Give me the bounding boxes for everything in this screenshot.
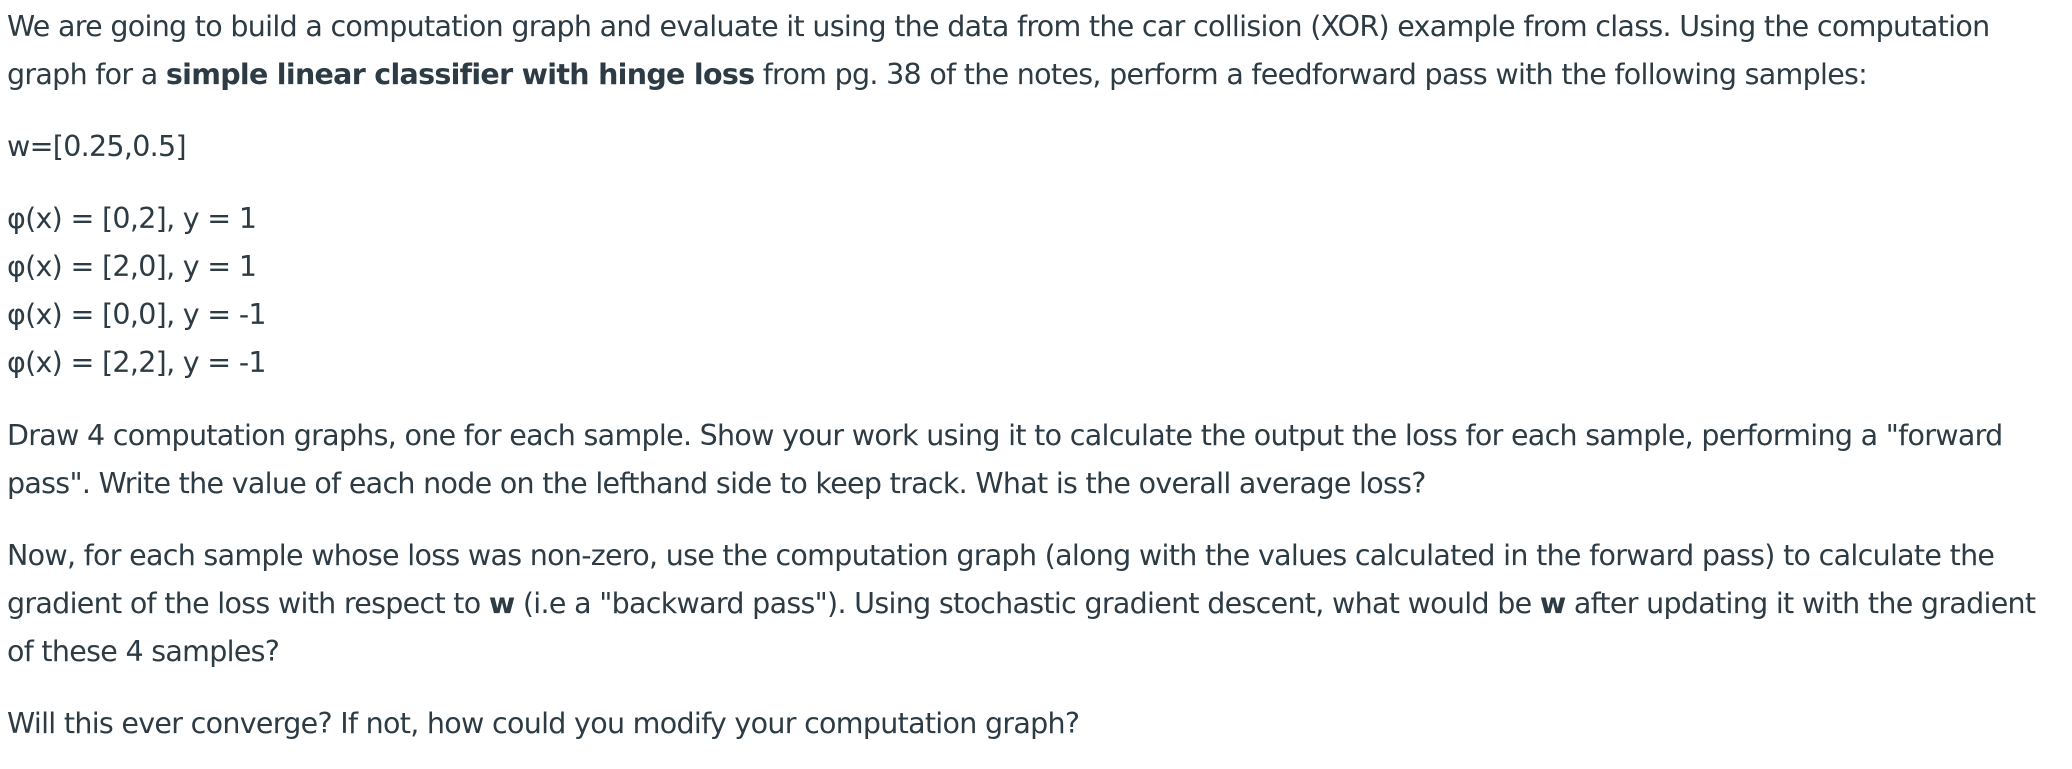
weights-value: w=[0.25,0.5] <box>7 130 186 163</box>
backward-line-2-middle: (i.e a "backward pass"). Using stochastic gradient descent, what would be <box>514 587 1540 620</box>
intro-line-2 <box>7 51 1989 99</box>
sample-4: φ(x) = [2,2], y = -1 <box>7 346 266 379</box>
weights-paragraph <box>7 123 186 171</box>
convergence-question: Will this ever converge? If not, how could you modify your computation graph? <box>7 707 1080 740</box>
sample-1: φ(x) = [0,2], y = 1 <box>7 202 257 235</box>
backward-line-2-end: after updating it with the gradient <box>1565 587 2036 620</box>
intro-line-2-start: graph for a <box>7 58 166 91</box>
convergence-paragraph <box>7 700 1079 748</box>
backward-line-3: of these 4 samples? <box>7 635 280 668</box>
sample-3: φ(x) = [0,0], y = -1 <box>7 298 266 331</box>
intro-bold-term: simple linear classifier with hinge loss <box>165 58 755 91</box>
backward-line-1: Now, for each sample whose loss was non-zero, use the computation graph (along with the values calculated in the forward pass) to calculate the <box>7 539 1995 572</box>
forward-line-2: pass". Write the value of each node on the lefthand side to keep track. What is the overall average loss? <box>7 467 1426 500</box>
intro-line-2-end: from pg. 38 of the notes, perform a feedforward pass with the following samples: <box>754 58 1868 91</box>
samples-paragraph <box>7 195 266 387</box>
intro-line-1: We are going to build a computation graph and evaluate it using the data from the car collision (XOR) example from class. Using the computation <box>7 10 1990 43</box>
backward-line-2-start: gradient of the loss with respect to <box>7 587 489 620</box>
sample-2: φ(x) = [2,0], y = 1 <box>7 250 257 283</box>
forward-line-1: Draw 4 computation graphs, one for each sample. Show your work using it to calculate the output the loss for each sample, performing a "forward <box>7 419 2003 452</box>
backward-bold-w-2: w <box>1539 587 1566 620</box>
forward-pass-paragraph <box>7 412 2003 508</box>
backward-bold-w-1: w <box>488 587 515 620</box>
backward-pass-paragraph <box>7 532 2035 676</box>
backward-line-2 <box>7 580 2035 628</box>
intro-paragraph <box>7 3 1989 99</box>
